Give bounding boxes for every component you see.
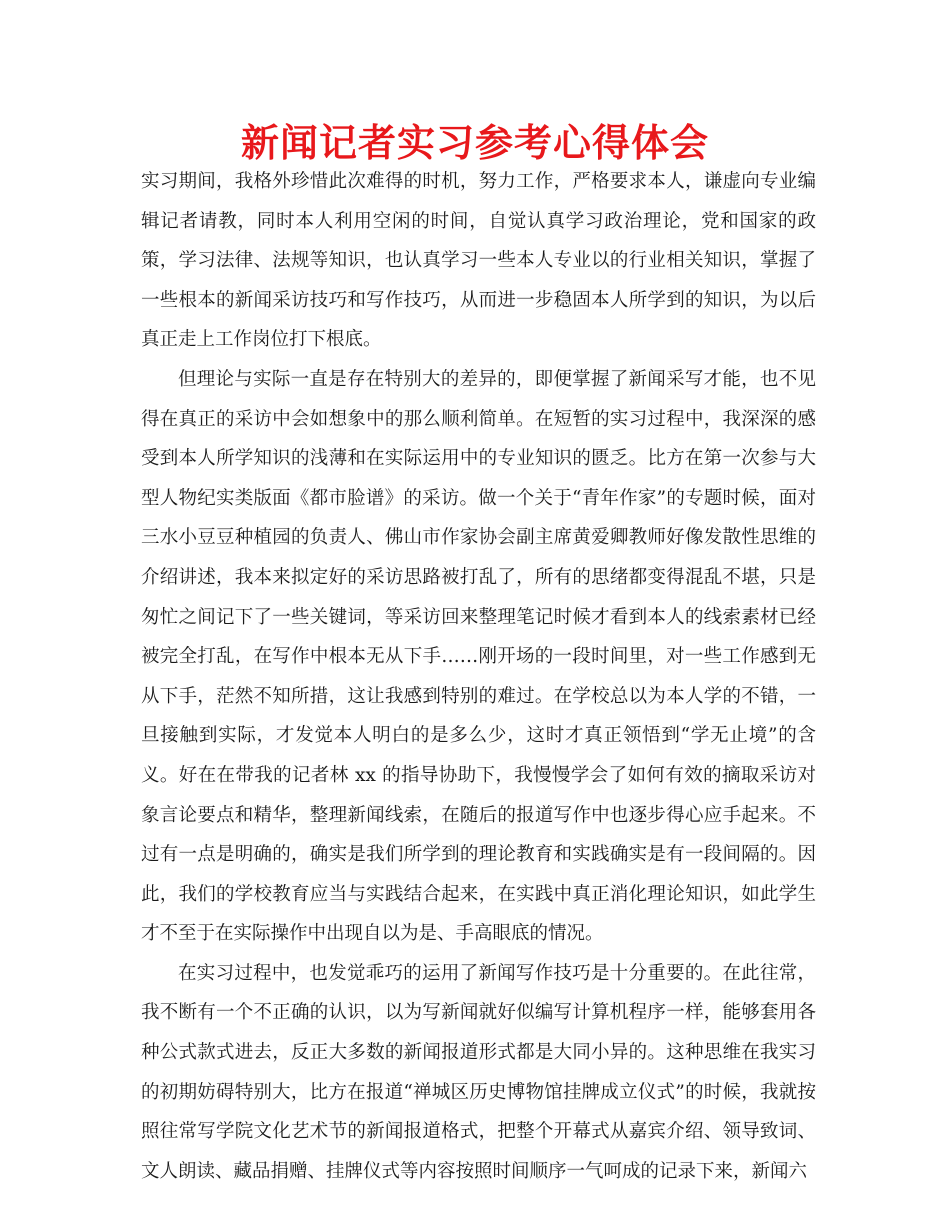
document-title: 新闻记者实习参考心得体会 [240,121,709,165]
paragraph-1: 实习期间，我格外珍惜此次难得的时机，努力工作，严格要求本人，谦虚向专业编辑记者请教，同时本人利用空闲的时间，自觉认真学习政治理论，党和国家的政策，学习法律、法规等知识，也认真学习一些本人专业以的行业相关知识，掌握了一些根本的新闻采访技巧和写作技巧，从而进一步稳固本人所学到的知识，为以后真正走上工作岗位打下根底。 [141,171,816,351]
paragraph-3: 在实习过程中，也发觉乖巧的运用了新闻写作技巧是十分重要的。在此往常，我不断有一个不正确的认识，以为写新闻就好似编写计算机程序一样，能够套用各种公式款式进去，反正大多数的新闻报道形式都是大同小异的。这种思维在我实习的初期妨碍特别大，比方在报道“禅城区历史博物馆挂牌成立仪式”的时候，我就按照往常写学院文化艺术节的新闻报道格式，把整个开幕式从嘉宾介绍、领导致词、文人朗读、藏品捐赠、挂牌仪式等内容按照时间顺序一气呵成的记录下来，新闻六 [141,962,816,1182]
paragraph-2: 但理论与实际一直是存在特别大的差异的，即便掌握了新闻采写才能，也不见得在真正的采访中会如想象中的那么顺利简单。在短暂的实习过程中，我深深的感受到本人所学知识的浅薄和在实际运用中的专业知识的匮乏。比方在第一次参与大型人物纪实类版面《都市脸谱》的采访。做一个关于“青年作家”的专题时候，面对三水小豆豆种植园的负责人、佛山市作家协会副主席黄爱卿教师好像发散性思维的介绍讲述，我本来拟定好的采访思路被打乱了，所有的思绪都变得混乱不堪，只是匆忙之间记下了一些关键词，等采访回来整理笔记时候才看到本人的线索素材已经被完全打乱，在写作中根本无从下手……刚开场的一段时间里，对一些工作感到无从下手，茫然不知所措，这让我感到特别的难过。在学校总以为本人学的不错，一旦接触到实际，才发觉本人明白的是多么少，这时才真正领悟到“学无止境”的含义。好在在带我的记者林 xx 的指导协助下，我慢慢学会了如何有效的摘取采访对象言论要点和精华，整理新闻线索，在随后的报道写作中也逐步得心应手起来。不过有一点是明确的，确实是我们所学到的理论教育和实践确实是有一段间隔的。因此，我们的学校教育应当与实践结合起来，在实践中真正消化理论知识，如此学生才不至于在实际操作中出现自以为是、手高眼底的情况。 [141,368,816,945]
document-body [141,162,816,1191]
